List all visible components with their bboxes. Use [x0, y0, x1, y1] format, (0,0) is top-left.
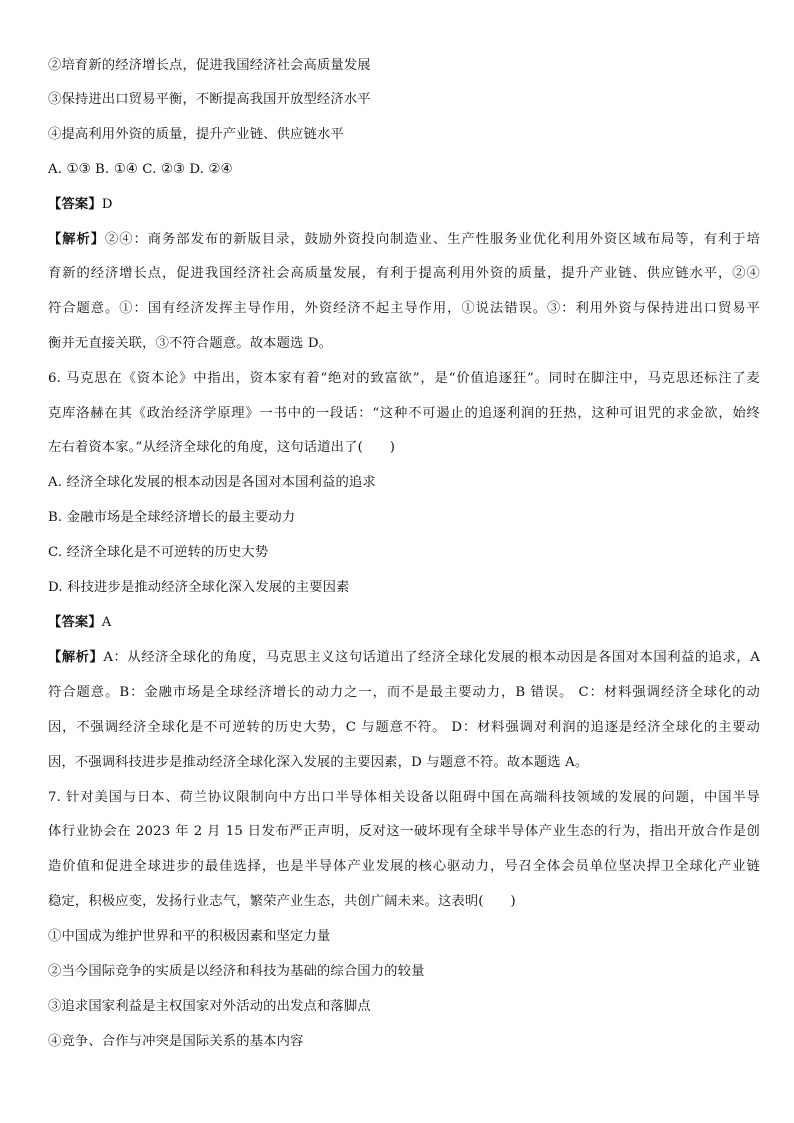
q6-option-c: C. 经济全球化是不可逆转的历史大势: [48, 545, 269, 560]
q7-option-2: ②当今国际竞争的实质是以经济和科技为基础的综合国力的较量: [48, 964, 425, 979]
q6-stem-line-1: 6. 马克思在《资本论》中指出，资本家有着“绝对的致富欲”，是“价值追逐狂”。同时在脚注中，马克思还标注了麦: [48, 371, 760, 386]
q7-option-1: ①中国成为维护世界和平的积极因素和坚定力量: [48, 929, 331, 944]
q5-analysis-line-4: 衡并无直接关联，③不符合题意。故本题选 D。: [48, 336, 333, 351]
q7-option-4: ④竞争、合作与冲突是国际关系的基本内容: [48, 1034, 304, 1049]
q5-analysis-line-2: 育新的经济增长点，促进我国经济社会高质量发展，有利于提高利用外资的质量，提升产业链、供应链水平，②④: [48, 266, 760, 281]
q7-stem-line-4: 稳定，积极应变，发扬行业志气，繁荣产业生态，共创广阔未来。这表明( ): [48, 894, 516, 909]
q6-analysis-line-4: 因，不强调科技进步是推动经济全球化深入发展的主要因素，D 与题意不符。故本题选 A。: [48, 755, 589, 770]
q5-choices: A. ①③ B. ①④ C. ②③ D. ②④: [48, 162, 233, 177]
q7-stem-line-1: 7. 针对美国与日本、荷兰协议限制向中方出口半导体相关设备以阻碍中国在高端科技领域的发展的问题，中国半导: [48, 790, 760, 805]
analysis-tag: 【解析】: [48, 232, 106, 247]
answer-value: D: [101, 197, 113, 212]
answer-value: A: [101, 615, 112, 630]
q6-stem-line-3: 左右着资本家。”从经济全球化的角度，这句话道出了( ): [48, 440, 396, 455]
q6-analysis-line-1: 【解析】A：从经济全球化的角度，马克思主义这句话道出了经济全球化发展的根本动因是各国对本国利益的追求，A: [48, 650, 760, 665]
q6-option-b: B. 金融市场是全球经济增长的最主要动力: [48, 510, 296, 525]
q5-option-2: ②培育新的经济增长点，促进我国经济社会高质量发展: [48, 58, 371, 73]
answer-tag: 【答案】: [48, 197, 102, 212]
q7-option-3: ③追求国家利益是主权国家对外活动的出发点和落脚点: [48, 999, 371, 1014]
q5-answer: [48, 195, 760, 215]
analysis-tag: 【解析】: [48, 650, 104, 665]
q6-option-d: D. 科技进步是推动经济全球化深入发展的主要因素: [48, 580, 350, 595]
q7-stem-line-2: 体行业协会在 2023 年 2 月 15 日发布严正声明，反对这一破坏现有全球半导体产业生态的行为，指出开放合作是创: [48, 824, 760, 839]
q7-stem-line-3: 造价值和促进全球进步的最佳选择，也是半导体产业发展的核心驱动力，号召全体会员单位坚决捍卫全球化产业链: [48, 859, 760, 874]
q5-analysis-line-1: 【解析】②④：商务部发布的新版目录，鼓励外资投向制造业、生产性服务业优化利用外资区域布局等，有利于培: [48, 232, 760, 247]
q6-analysis-line-3: 因，不强调经济全球化是不可逆转的历史大势，C 与题意不符。 D：材料强调对利润的追逐是经济全球化的主要动: [48, 720, 760, 735]
q5-analysis-line-3: 符合题意。①：国有经济发挥主导作用，外资经济不起主导作用，①说法错误。③：利用外资与保持进出口贸易平: [48, 301, 760, 316]
answer-tag: 【答案】: [48, 615, 102, 630]
q5-option-4: ④提高利用外资的质量，提升产业链、供应链水平: [48, 127, 344, 142]
q6-option-a: A. 经济全球化发展的根本动因是各国对本国利益的追求: [48, 475, 376, 490]
q6-stem-line-2: 克库洛赫在其《政治经济学原理》一书中的一段话：“这种不可遏止的追逐利润的狂热，这种可诅咒的求金欲，始终: [48, 406, 760, 421]
q6-answer: [48, 613, 760, 633]
q5-option-3: ③保持进出口贸易平衡，不断提高我国开放型经济水平: [48, 92, 371, 107]
q6-analysis-line-2: 符合题意。B：金融市场是全球经济增长的动力之一，而不是最主要动力，B 错误。 C：材料强调经济全球化的动: [48, 685, 760, 700]
